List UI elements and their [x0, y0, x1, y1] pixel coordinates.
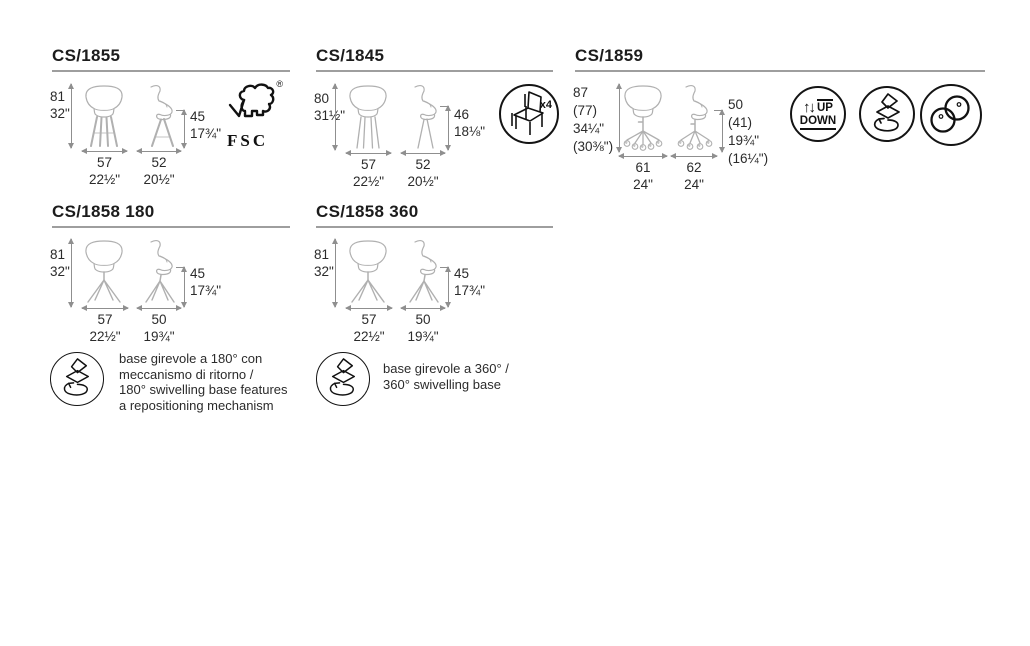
width-dim-line [82, 308, 128, 309]
swivel-180-icon [50, 352, 104, 406]
title-rule [316, 70, 553, 72]
model-title: CS/1858 180 [52, 202, 155, 221]
stacked-chairs-icon [501, 86, 556, 141]
registered-mark: ® [276, 79, 283, 89]
depth-dim-line [137, 308, 181, 309]
seat-height-label: 45 17¾" [454, 266, 486, 298]
stackable-icon [499, 84, 559, 144]
depth-dim-line [671, 156, 717, 157]
depth-label: 50 19¾" [143, 312, 175, 344]
seat-height-dim-line [448, 267, 449, 307]
depth-label: 62 24" [684, 160, 704, 192]
swivel-360-icon [316, 352, 370, 406]
height-dimension-label: 81 32" [50, 247, 70, 279]
width-dim-line [619, 156, 667, 157]
front-view-drawing [81, 84, 127, 148]
height-dimension-label: 87 (77) 34¼" (30⅜") [573, 85, 614, 154]
seat-height-label: 46 18⅛" [454, 107, 486, 139]
width-dim-line [346, 308, 392, 309]
width-dim-line [346, 153, 391, 154]
depth-dim-line [401, 308, 445, 309]
fsc-label: FSC [227, 131, 269, 150]
seat-height-dim-line [448, 106, 449, 150]
swivel-icon [859, 86, 915, 142]
height-dimension-label: 81 32" [314, 247, 334, 279]
stack-count-label: x4 [539, 99, 552, 111]
height-dimension-label: 80 31½" [314, 91, 346, 123]
up-down-arrows-icon: ↑↓ [803, 98, 814, 116]
depth-label: 52 20½" [143, 155, 175, 187]
model-title: CS/1859 [575, 46, 644, 65]
seat-height-label: 50 (41) 19¾" (16¼") [728, 97, 769, 166]
width-label: 57 22½" [352, 157, 385, 189]
front-view-drawing [345, 84, 391, 150]
swivel-note-text: base girevole a 360° / 360° swivelling base [383, 361, 509, 392]
seat-height-dim-line [184, 267, 185, 307]
casters-icon [920, 84, 982, 146]
height-dim-line [71, 239, 72, 307]
seat-height-dim-line [184, 110, 185, 148]
depth-label: 52 20½" [407, 157, 439, 189]
width-dim-line [82, 151, 127, 152]
width-label: 57 22½" [353, 312, 385, 344]
fsc-tree-icon [227, 81, 277, 125]
seat-height-label: 45 17¾" [190, 109, 222, 141]
seat-height-label: 45 17¾" [190, 266, 222, 298]
width-label: 57 22½" [89, 312, 121, 344]
seat-height-dim-line [722, 110, 723, 152]
model-title: CS/1845 [316, 46, 385, 65]
side-view-drawing [671, 84, 717, 152]
title-rule [575, 70, 985, 72]
side-view-drawing [400, 239, 444, 307]
down-label: DOWN [800, 114, 836, 130]
title-rule [52, 226, 290, 228]
up-label: UP [817, 99, 833, 114]
front-view-drawing [81, 239, 127, 307]
width-label: 61 24" [633, 160, 653, 192]
height-dimension-label: 81 32" [50, 89, 70, 121]
title-rule [316, 226, 553, 228]
side-view-drawing [136, 239, 180, 307]
depth-dim-line [137, 151, 181, 152]
side-view-drawing [136, 84, 180, 148]
model-title: CS/1855 [52, 46, 121, 65]
height-dim-line [71, 84, 72, 148]
depth-label: 50 19¾" [407, 312, 439, 344]
fsc-icon [227, 81, 285, 151]
side-view-drawing [400, 84, 444, 150]
front-view-drawing [620, 84, 666, 152]
height-dim-line [335, 239, 336, 307]
front-view-drawing [345, 239, 391, 307]
swivel-note-text: base girevole a 180° con meccanismo di ritorno / 180° swivelling base features a repositioning mechanism [119, 351, 288, 413]
depth-dim-line [401, 153, 445, 154]
width-label: 57 22½" [88, 155, 121, 187]
height-dim-line [335, 84, 336, 150]
model-title: CS/1858 360 [316, 202, 419, 221]
height-adjustable-icon [790, 86, 846, 142]
title-rule [52, 70, 290, 72]
